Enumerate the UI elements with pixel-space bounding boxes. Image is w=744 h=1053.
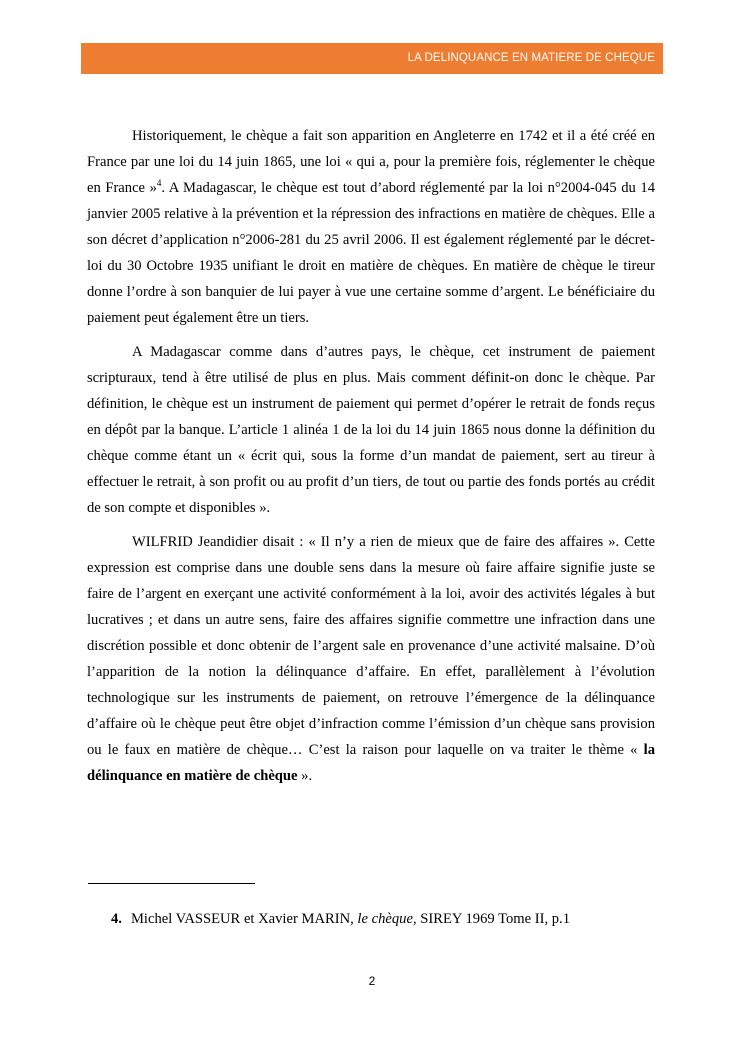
running-header-title: LA DELINQUANCE EN MATIERE DE CHEQUE: [407, 52, 655, 64]
paragraph-definition: A Madagascar comme dans d’autres pays, le chèque, cet instrument de paiement scripturaux, tend à être utilisé de plus en plus. Mais comment définit-on donc le chèque. Par définition, le chèque est un instrument de paiement qui permet d’opérer le retrait de fonds reçus en dépôt par la banque. L’article 1 alinéa 1 de la loi du 14 juin 1865 nous donne la définition du chèque comme étant un « écrit qui, sous la forme d’un mandat de paiement, sert au tireur à effectuer le retrait, à son profit ou au profit d’un tiers, de tout ou partie des fonds portés au crédit de son compte et disponibles ».: [87, 344, 655, 516]
paragraph-history: [87, 123, 655, 331]
footnote-number: 4.: [111, 911, 122, 927]
theme-title-bold: la délinquance en matière de chèque: [87, 742, 655, 784]
paragraph-history-text-continued: . A Madagascar, le chèque est tout d’abord réglementé par la loi n°2004-045 du 14 janvier 2005 relative à la prévention et la répression des infractions en matière de chèques. Elle a son décret d’application n°2006-281 du 25 avril 2006. Il est également réglementé par le décret-loi du 30 Octobre 1935 unifiant le droit en matière de chèques. En matière de chèque le tireur donne l’ordre à son banquier de lui payer à vue une certaine somme d’argent. Le bénéficiaire du paiement peut également être un tiers.: [87, 180, 655, 326]
paragraph-business-crime-text: WILFRID Jeandidier disait : « Il n’y a rien de mieux que de faire des affaires ». Cette expression est comprise dans une double sens dans la mesure où faire affaire signifie juste se faire de l’argent en exerçant une activité conformément à la loi, avoir des activités légales à but lucratives ; et dans un autre sens, faire des affaires signifie commettre une infraction dans une discrétion possible et donc obtenir de l’argent sale en provenance d’une activité malsaine. D’où l’apparition de la notion la délinquance d’affaire. En effet, parallèlement à l’évolution technologique sur les instruments de paiement, on retrouve l’émergence de la délinquance d’affaire où le chèque peut être objet d’infraction comme l’émission d’un chèque sans provision ou le faux en matière de chèque… C’est la raison pour laquelle on va traiter le thème «: [87, 534, 655, 758]
paragraph-business-crime: [87, 529, 655, 789]
paragraph-history-text: Historiquement, le chèque a fait son apparition en Angleterre en 1742 et il a été créé en France par une loi du 14 juin 1865, une loi « qui a, pour la première fois, réglementer le chèque en France »: [87, 128, 655, 196]
footnote-separator: [88, 883, 255, 884]
page-number: 2: [368, 974, 376, 988]
paragraph-business-crime-end: ».: [297, 768, 313, 784]
body-text: [87, 123, 655, 797]
footnote-reference[interactable]: 4: [156, 178, 162, 188]
footnote-book-title: le chèque: [357, 911, 413, 927]
header-bar: [81, 43, 663, 74]
footnote-publisher: , SIREY 1969 Tome II, p.1: [412, 911, 571, 927]
footnote: [111, 911, 570, 928]
footnote-authors: Michel VASSEUR et Xavier MARIN,: [130, 911, 358, 927]
